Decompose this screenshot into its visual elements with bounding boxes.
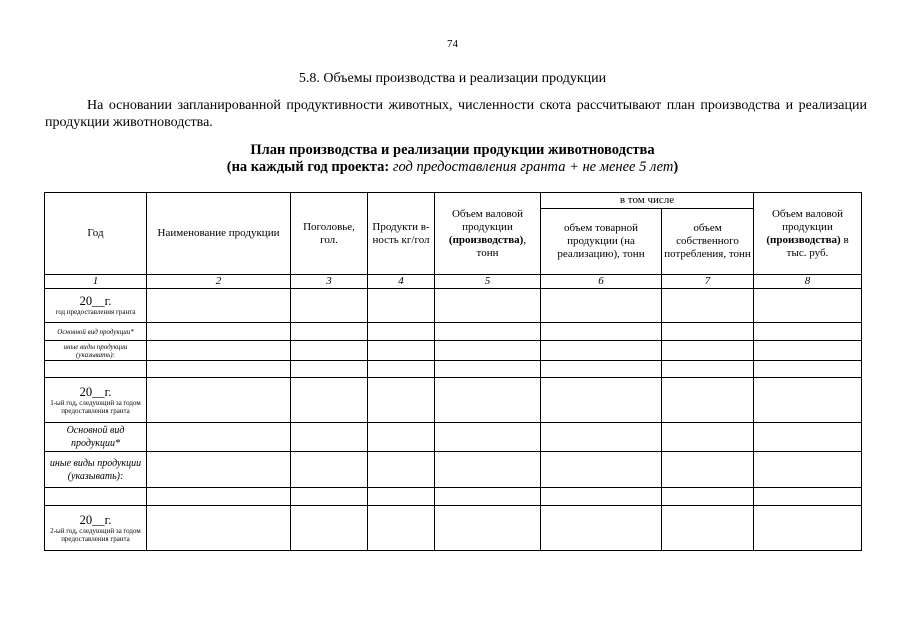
table-cell[interactable] bbox=[45, 488, 147, 506]
table-row bbox=[45, 488, 862, 506]
other-products-label: иные виды продукции (указывать): bbox=[63, 342, 128, 359]
header-gross-value bbox=[754, 193, 862, 275]
table-cell[interactable] bbox=[147, 452, 291, 488]
table-cell[interactable] bbox=[754, 323, 862, 341]
column-numbers-row bbox=[45, 275, 862, 289]
header-gross-value-bold: (производства) bbox=[766, 233, 841, 246]
column-number: 6 bbox=[541, 275, 662, 289]
table-cell[interactable] bbox=[291, 423, 368, 452]
table-cell[interactable] bbox=[147, 378, 291, 423]
table-cell[interactable] bbox=[291, 361, 368, 378]
table-cell[interactable] bbox=[368, 488, 435, 506]
header-commodity: объем товарной продукции (на реализацию), тонн bbox=[541, 209, 662, 275]
table-cell[interactable] bbox=[754, 423, 862, 452]
table-cell[interactable] bbox=[754, 361, 862, 378]
year-cell bbox=[45, 506, 147, 551]
table-subtitle-italic: год предоставления гранта + не менее 5 лет bbox=[392, 159, 674, 175]
table-cell[interactable] bbox=[368, 289, 435, 323]
table-row bbox=[45, 423, 862, 452]
table-cell[interactable] bbox=[435, 323, 541, 341]
year-label: 20__г. bbox=[79, 512, 112, 527]
header-gross-volume-text: Объем валовой продукции bbox=[451, 207, 524, 233]
year-description: 2-ый год, следующий за годом предоставления гранта bbox=[50, 526, 141, 543]
table-cell[interactable] bbox=[662, 423, 754, 452]
table-cell[interactable] bbox=[291, 341, 368, 361]
column-number: 1 bbox=[45, 275, 147, 289]
header-productivity: Продукти в-ность кг/гол bbox=[368, 193, 435, 275]
table-cell[interactable] bbox=[147, 341, 291, 361]
main-product-label: Основной вид продукции* bbox=[66, 425, 125, 449]
table-cell[interactable] bbox=[662, 378, 754, 423]
table-cell[interactable] bbox=[541, 323, 662, 341]
table-row bbox=[45, 323, 862, 341]
header-gross-volume-bold: (производства) bbox=[448, 233, 524, 246]
column-number: 3 bbox=[291, 275, 368, 289]
table-cell[interactable] bbox=[662, 323, 754, 341]
product-type-cell bbox=[45, 423, 147, 452]
header-gross-volume bbox=[435, 193, 541, 275]
table-cell[interactable] bbox=[754, 378, 862, 423]
table-cell[interactable] bbox=[662, 361, 754, 378]
table-row bbox=[45, 452, 862, 488]
table-cell[interactable] bbox=[147, 506, 291, 551]
table-cell[interactable] bbox=[662, 289, 754, 323]
page-number: 74 bbox=[447, 38, 458, 50]
column-number: 2 bbox=[147, 275, 291, 289]
table-cell[interactable] bbox=[754, 488, 862, 506]
intro-paragraph: На основании запланированной продуктивности животных, численности скота рассчитывают план производства и реализации продукции животноводства. bbox=[45, 98, 867, 130]
table-cell[interactable] bbox=[541, 289, 662, 323]
table-cell[interactable] bbox=[147, 488, 291, 506]
table-cell[interactable] bbox=[147, 289, 291, 323]
table-cell[interactable] bbox=[754, 506, 862, 551]
table-cell[interactable] bbox=[435, 488, 541, 506]
table-cell[interactable] bbox=[662, 506, 754, 551]
table-cell[interactable] bbox=[368, 378, 435, 423]
header-gross-value-text: Объем валовой продукции bbox=[771, 207, 844, 233]
table-cell[interactable] bbox=[368, 452, 435, 488]
header-gross-volume-unit: , тонн bbox=[476, 233, 527, 259]
table-cell[interactable] bbox=[368, 506, 435, 551]
year-cell bbox=[45, 289, 147, 323]
table-cell[interactable] bbox=[541, 361, 662, 378]
table-cell[interactable] bbox=[754, 341, 862, 361]
table-cell[interactable] bbox=[435, 289, 541, 323]
table-row bbox=[45, 378, 862, 423]
header-including: в том числе bbox=[541, 193, 754, 209]
table-subtitle-bold: (на каждый год проекта: bbox=[226, 159, 393, 175]
column-number: 4 bbox=[368, 275, 435, 289]
section-title: 5.8. Объемы производства и реализации продукции bbox=[298, 71, 607, 86]
table-cell[interactable] bbox=[291, 378, 368, 423]
table-cell[interactable] bbox=[368, 323, 435, 341]
table-cell[interactable] bbox=[435, 341, 541, 361]
product-type-cell bbox=[45, 452, 147, 488]
table-cell[interactable] bbox=[662, 488, 754, 506]
table-cell[interactable] bbox=[435, 506, 541, 551]
table-cell[interactable] bbox=[147, 323, 291, 341]
table-cell[interactable] bbox=[541, 378, 662, 423]
year-label: 20__г. bbox=[79, 294, 112, 308]
table-cell[interactable] bbox=[541, 452, 662, 488]
table-subtitle bbox=[0, 159, 905, 176]
table-cell[interactable] bbox=[541, 506, 662, 551]
table-cell[interactable] bbox=[662, 452, 754, 488]
table-cell[interactable] bbox=[435, 423, 541, 452]
table-cell[interactable] bbox=[291, 452, 368, 488]
table-row bbox=[45, 341, 862, 361]
production-plan-table bbox=[44, 192, 862, 551]
table-cell[interactable] bbox=[291, 506, 368, 551]
table-cell[interactable] bbox=[541, 488, 662, 506]
table-cell[interactable] bbox=[368, 423, 435, 452]
year-label: 20__г. bbox=[79, 384, 112, 399]
table-cell[interactable] bbox=[45, 361, 147, 378]
column-number: 5 bbox=[435, 275, 541, 289]
year-cell bbox=[45, 378, 147, 423]
other-products-label: иные виды продукции (указывать): bbox=[49, 457, 142, 482]
year-description: год предоставления гранта bbox=[55, 308, 136, 316]
table-cell[interactable] bbox=[541, 341, 662, 361]
table-cell[interactable] bbox=[291, 488, 368, 506]
table-cell[interactable] bbox=[291, 289, 368, 323]
header-product-name: Наименование продукции bbox=[147, 193, 291, 275]
table-cell[interactable] bbox=[368, 341, 435, 361]
table-row bbox=[45, 289, 862, 323]
table-cell[interactable] bbox=[368, 361, 435, 378]
table-cell[interactable] bbox=[435, 378, 541, 423]
table-row bbox=[45, 361, 862, 378]
header-year: Год bbox=[45, 193, 147, 275]
header-gross-value-unit: в тыс. руб. bbox=[786, 233, 849, 259]
table-cell[interactable] bbox=[147, 423, 291, 452]
product-type-cell bbox=[45, 323, 147, 341]
table-cell[interactable] bbox=[435, 452, 541, 488]
year-description: 1-ый год, следующий за годом предоставления гранта bbox=[50, 398, 141, 415]
table-cell[interactable] bbox=[754, 452, 862, 488]
table-cell[interactable] bbox=[147, 361, 291, 378]
column-number: 7 bbox=[662, 275, 754, 289]
table-cell[interactable] bbox=[662, 341, 754, 361]
header-row-1 bbox=[45, 193, 862, 209]
table-title: План производства и реализации продукции животноводства bbox=[250, 142, 655, 158]
product-type-cell bbox=[45, 341, 147, 361]
table-cell[interactable] bbox=[541, 423, 662, 452]
column-number: 8 bbox=[754, 275, 862, 289]
table-cell[interactable] bbox=[291, 323, 368, 341]
table-row bbox=[45, 506, 862, 551]
header-own-consumption: объем собственного потребления, тонн bbox=[662, 209, 754, 275]
main-product-label: Основной вид продукции* bbox=[57, 327, 134, 336]
header-livestock: Поголовье, гол. bbox=[291, 193, 368, 275]
table-subtitle-closing: ) bbox=[673, 159, 679, 175]
table-cell[interactable] bbox=[435, 361, 541, 378]
table-cell[interactable] bbox=[754, 289, 862, 323]
